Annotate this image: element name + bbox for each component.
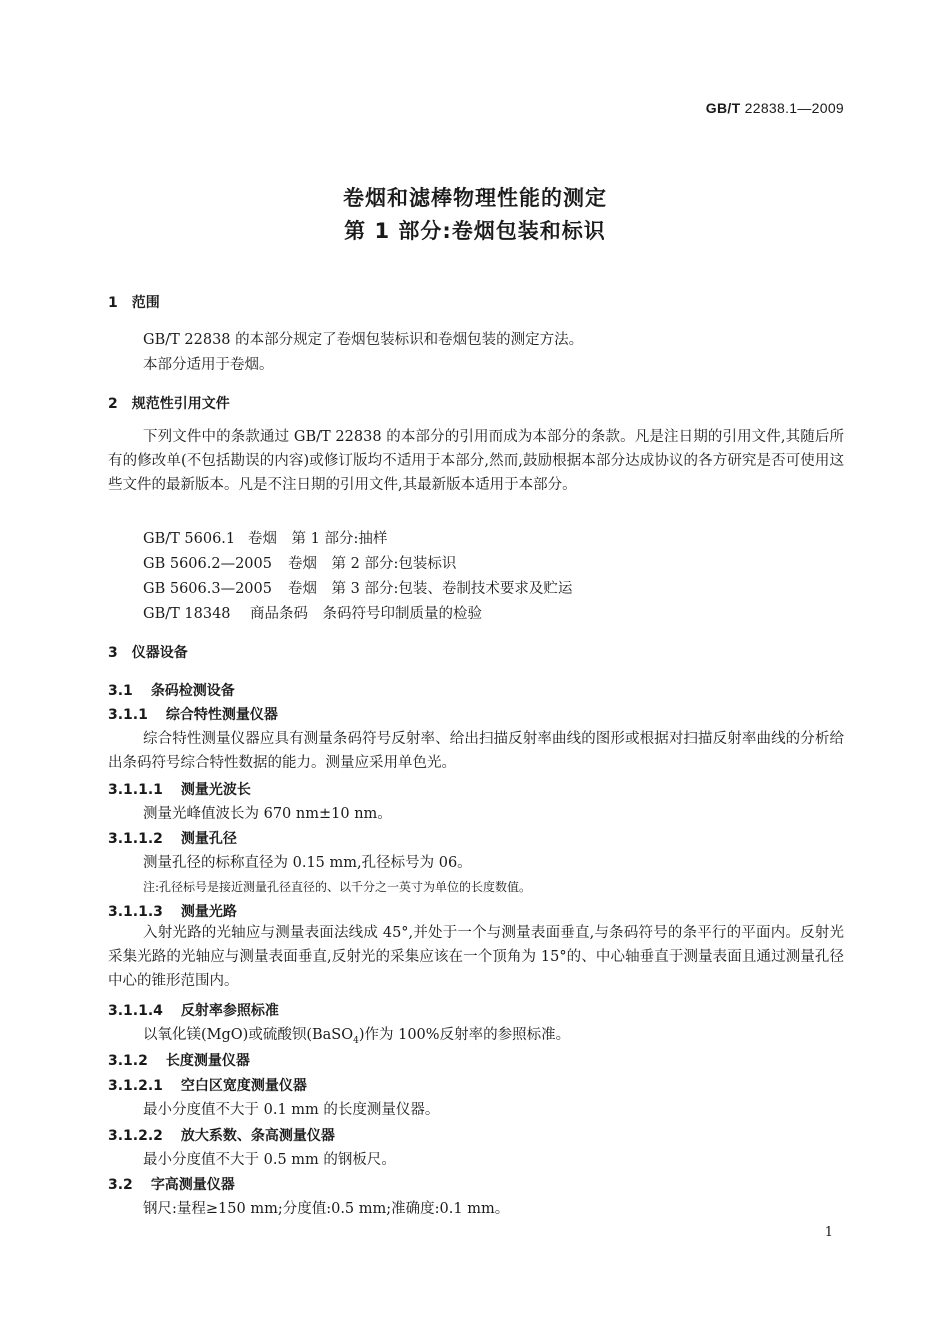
section-title: 仪器设备 xyxy=(131,645,188,661)
section-heading-1 xyxy=(108,292,160,312)
section-title: 范围 xyxy=(131,295,160,311)
reference-item xyxy=(143,577,572,598)
section-title: 条码检测设备 xyxy=(150,683,235,699)
reference-item xyxy=(143,552,456,573)
section-heading-3-1 xyxy=(108,680,235,700)
section-number: 3 xyxy=(108,645,118,661)
reference-code: GB 5606.2—2005 xyxy=(143,556,272,572)
page-number: 1 xyxy=(824,1225,833,1240)
section-number: 3.1.1.3 xyxy=(108,904,163,920)
section-heading-2 xyxy=(108,393,230,413)
section-number: 1 xyxy=(108,295,118,311)
section-heading-3-1-1-3 xyxy=(108,901,237,921)
section-heading-3-1-1 xyxy=(108,704,278,724)
section-title: 反射率参照标准 xyxy=(180,1003,279,1019)
reference-item xyxy=(143,602,482,623)
reference-code: GB/T 5606.1 xyxy=(143,531,236,547)
paragraph: 入射光路的光轴应与测量表面法线成 45°,并处于一个与测量表面垂直,与条码符号的条平行的平面内。反射光采集光路的光轴应与测量表面垂直,反射光的采集应该在一个顶角为 15°的、中心轴垂直于测量表面且通过测量孔径中心的锥形范围内。 xyxy=(108,925,844,989)
section-title: 空白区宽度测量仪器 xyxy=(180,1078,307,1094)
section-heading-3-1-1-1 xyxy=(108,779,251,799)
section-title: 测量光波长 xyxy=(180,782,251,798)
section-title: 长度测量仪器 xyxy=(165,1053,250,1069)
section-number: 3.1.2.2 xyxy=(108,1128,163,1144)
reference-code: GB 5606.3—2005 xyxy=(143,581,272,597)
paragraph-text: 以氧化镁(MgO)或硫酸钡(BaSO xyxy=(143,1027,354,1043)
paragraph: 最小分度值不大于 0.5 mm 的钢板尺。 xyxy=(143,1152,396,1168)
paragraph xyxy=(143,1023,570,1046)
document-title: 卷烟和滤棒物理性能的测定 xyxy=(343,186,607,210)
section-number: 3.1 xyxy=(108,683,133,699)
reference-title: 卷烟 第 3 部分:包装、卷制技术要求及贮运 xyxy=(288,581,573,597)
paragraph: 本部分适用于卷烟。 xyxy=(143,357,274,373)
reference-title: 卷烟 第 1 部分:抽样 xyxy=(248,531,388,547)
paragraph: 测量孔径的标称直径为 0.15 mm,孔径标号为 06。 xyxy=(143,855,472,871)
section-heading-3-1-2-2 xyxy=(108,1125,335,1145)
section-number: 3.2 xyxy=(108,1177,133,1193)
section-title: 放大系数、条高测量仪器 xyxy=(180,1128,335,1144)
paragraph: 最小分度值不大于 0.1 mm 的长度测量仪器。 xyxy=(143,1102,440,1118)
section-number: 3.1.1.4 xyxy=(108,1003,163,1019)
standard-code xyxy=(706,100,844,116)
reference-title: 卷烟 第 2 部分:包装标识 xyxy=(288,556,457,572)
note: 注:孔径标号是接近测量孔径直径的、以千分之一英寸为单位的长度数值。 xyxy=(143,880,532,894)
section-heading-3-2 xyxy=(108,1174,235,1194)
reference-title: 商品条码 条码符号印制质量的检验 xyxy=(250,606,482,622)
section-title: 字高测量仪器 xyxy=(150,1177,235,1193)
section-title: 规范性引用文件 xyxy=(131,396,230,412)
paragraph: 测量光峰值波长为 670 nm±10 nm。 xyxy=(143,806,392,822)
section-number: 3.1.1 xyxy=(108,707,148,723)
reference-code: GB/T 18348 xyxy=(143,606,231,622)
section-title: 测量光路 xyxy=(180,904,237,920)
section-heading-3 xyxy=(108,642,188,662)
section-number: 3.1.2 xyxy=(108,1053,148,1069)
subscript: 4 xyxy=(353,1035,359,1046)
section-heading-3-1-1-2 xyxy=(108,828,237,848)
paragraph: 钢尺:量程≥150 mm;分度值:0.5 mm;准确度:0.1 mm。 xyxy=(143,1201,510,1217)
section-heading-3-1-1-4 xyxy=(108,1000,279,1020)
section-heading-3-1-2 xyxy=(108,1050,250,1070)
paragraph: 综合特性测量仪器应具有测量条码符号反射率、给出扫描反射率曲线的图形或根据对扫描反射率曲线的分析给出条码符号综合特性数据的能力。测量应采用单色光。 xyxy=(108,731,844,771)
standard-prefix: GB/T xyxy=(705,100,741,116)
reference-item xyxy=(143,527,387,548)
section-number: 2 xyxy=(108,396,118,412)
section-heading-3-1-2-1 xyxy=(108,1075,307,1095)
section-number: 3.1.1.1 xyxy=(108,782,163,798)
paragraph: 下列文件中的条款通过 GB/T 22838 的本部分的引用而成为本部分的条款。凡是注日期的引用文件,其随后所有的修改单(不包括勘误的内容)或修订版均不适用于本部分,然而,鼓励根据本部分达成协议的各方研究是否可使用这些文件的最新版本。凡是不注日期的引用文件,其最新版本适用于本部分。 xyxy=(108,429,844,493)
paragraph: GB/T 22838 的本部分规定了卷烟包装标识和卷烟包装的测定方法。 xyxy=(143,332,584,348)
document-subtitle: 第 1 部分:卷烟包装和标识 xyxy=(344,219,606,243)
paragraph-text: )作为 100%反射率的参照标准。 xyxy=(358,1027,571,1043)
section-number: 3.1.1.2 xyxy=(108,831,163,847)
section-title: 综合特性测量仪器 xyxy=(165,707,278,723)
section-number: 3.1.2.1 xyxy=(108,1078,163,1094)
standard-number: 22838.1—2009 xyxy=(744,100,844,116)
section-title: 测量孔径 xyxy=(180,831,237,847)
